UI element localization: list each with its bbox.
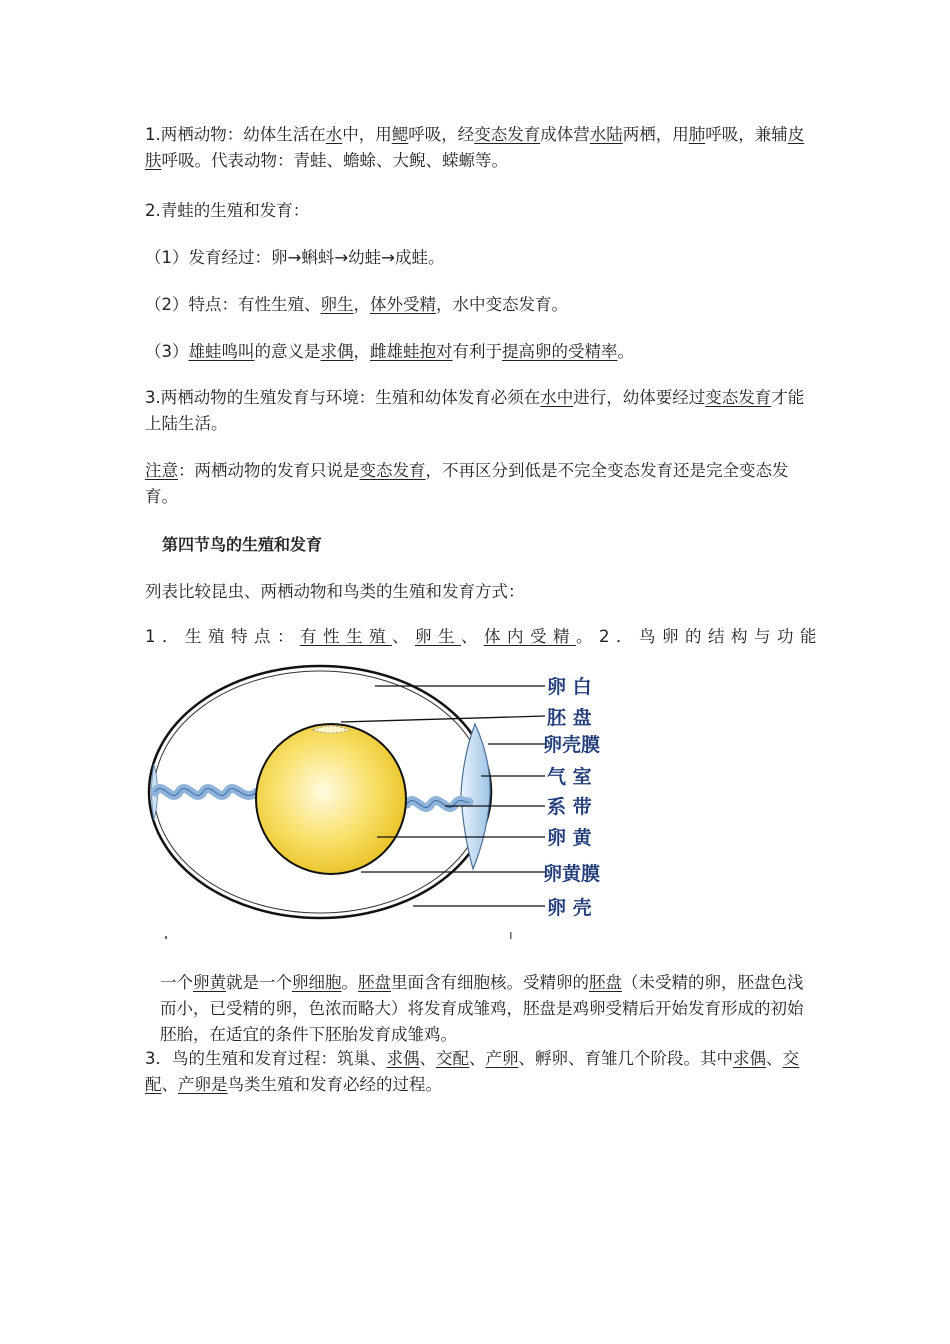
underlined-term: 雄蛙鸣叫 [188,342,255,361]
label-albumen: 卵 白 [547,676,592,698]
text-span: 。 [617,342,634,361]
frog-item-3 [145,339,810,365]
label-yolk: 卵 黄 [547,827,592,849]
scan-mark [165,936,167,939]
underlined-term: 求偶 [386,1049,420,1068]
underlined-term: 交配 [436,1049,469,1068]
note-paragraph [145,458,810,510]
label-germinal-disc: 胚 盘 [547,707,592,729]
underlined-term: 水中 [540,388,574,407]
text-span: 进行，幼体要经过 [573,388,706,407]
text-span: 、 [161,1075,178,1094]
scan-mark [510,932,512,939]
frog-item-2 [145,292,810,318]
text-span: 呼吸。代表动物：青蛙、蟾蜍、大鲵、蝾螈等。 [161,151,508,170]
underlined-term: 卵生 [320,295,354,314]
label-air-cell: 气 室 [547,766,592,788]
text-span: 有利于 [452,342,502,361]
underlined-term: 水陆 [589,125,623,144]
underlined-term: 雌雄蛙抱对 [370,342,453,361]
text-span: 一个 [160,973,193,992]
text-span: 呼吸，经 [408,125,475,144]
text-span: 、 [469,1049,486,1068]
underlined-term: 胚盘 [358,973,391,992]
yolk-paragraph [160,970,810,1048]
underlined-term: 肺 [688,125,706,144]
underlined-term: 变态发育 [359,461,426,480]
underlined-term: 注意 [145,461,178,480]
text-span: （未受精的卵，胚盘色浅而小，已受精的卵，色浓而略大）将发育成雏鸡，胚盘是鸡卵受精后开始发育形成的初始胚胎，在适宜的条件下胚胎发育成雏鸡。 [160,973,804,1044]
text-span: 中，用 [342,125,392,144]
frog-item-1: （1）发育经过：卵→蝌蚪→幼蛙→成蛙。 [145,248,445,267]
underlined-term: 求偶 [320,342,354,361]
underlined-term: 体内受精 [484,627,576,646]
text-span: ， [353,342,370,361]
text-span: 、 [419,1049,436,1068]
text-span: 两栖动物：幼体生活在 [160,125,326,144]
yolk [256,724,406,874]
text-span: 。 [341,973,358,992]
text-span: 里面含有细胞核。受精卵的 [391,973,589,992]
compare-line: 列表比较昆虫、两栖动物和鸟类的生殖和发育方式： [145,582,525,601]
underlined-term: 胚盘 [589,973,622,992]
text-span: 成体营 [540,125,590,144]
text-span: 呼吸，兼辅 [705,125,788,144]
underlined-term: 鳃 [391,125,409,144]
amphibian-definition [145,122,810,174]
underlined-term: 提高卵的受精率 [502,342,618,361]
text-span: 、孵卵、育雏几个阶段。其中 [518,1049,733,1068]
underlined-term: 变态发育 [705,388,772,407]
text-span: 鸟类生殖和发育必经的过程。 [227,1075,442,1094]
text-span: 3.两栖动物的生殖发育与环境：生殖和幼体发育必须在 [145,388,541,407]
underlined-term: 产卵是 [178,1075,228,1094]
text-span: ， [353,295,370,314]
section-heading: 第四节鸟的生殖和发育 [162,535,323,554]
underlined-term: 卵生 [415,627,461,646]
underlined-term: 有性生殖 [300,627,392,646]
text-span: 3．鸟的生殖和发育过程：筑巢、 [145,1049,387,1068]
label-shell-membrane: 卵壳膜 [543,734,601,756]
text-span: 的意义是 [254,342,321,361]
text-span: （2）特点：有性生殖、 [145,295,321,314]
text-span: （3） [145,342,189,361]
text-span: 、 [392,627,415,646]
underlined-term: 体外受精 [370,295,436,314]
process-paragraph [145,1046,810,1098]
frog-heading: 2.青蛙的生殖和发育： [145,201,310,220]
egg-structure-diagram [145,664,620,944]
underlined-term: 卵细胞 [292,973,342,992]
text-span: 才能上陆生活。 [145,388,805,433]
text-span: ，水中变态发育。 [436,295,568,314]
label-shell: 卵 壳 [547,897,592,919]
underlined-term: 产卵 [485,1049,519,1068]
underlined-term: 水 [325,125,343,144]
environment-paragraph [145,385,810,437]
underlined-term: 皮肤 [145,125,805,170]
label-vitelline-membrane: 卵黄膜 [543,863,601,885]
underlined-term: 卵黄 [193,973,226,992]
bird-features-line [145,624,823,650]
text-span: 1. [145,125,161,144]
text-span: 就是一个 [226,973,292,992]
underlined-term: 交配 [145,1049,799,1094]
text-span: ，不再区分到低是不完全变态发育还是完全变态发育。 [145,461,789,506]
text-span: 1．生殖特点： [145,627,300,646]
label-chalaza: 系 带 [547,796,592,818]
underlined-term: 变态发育 [474,125,541,144]
underlined-term: 求偶 [733,1049,766,1068]
text-span: 、 [766,1049,783,1068]
text-span: ：两栖动物的发育只说是 [178,461,360,480]
text-span: 、 [461,627,484,646]
text-span: 两栖，用 [622,125,689,144]
text-span: 。2．鸟卵的结构与功能 [576,627,823,646]
